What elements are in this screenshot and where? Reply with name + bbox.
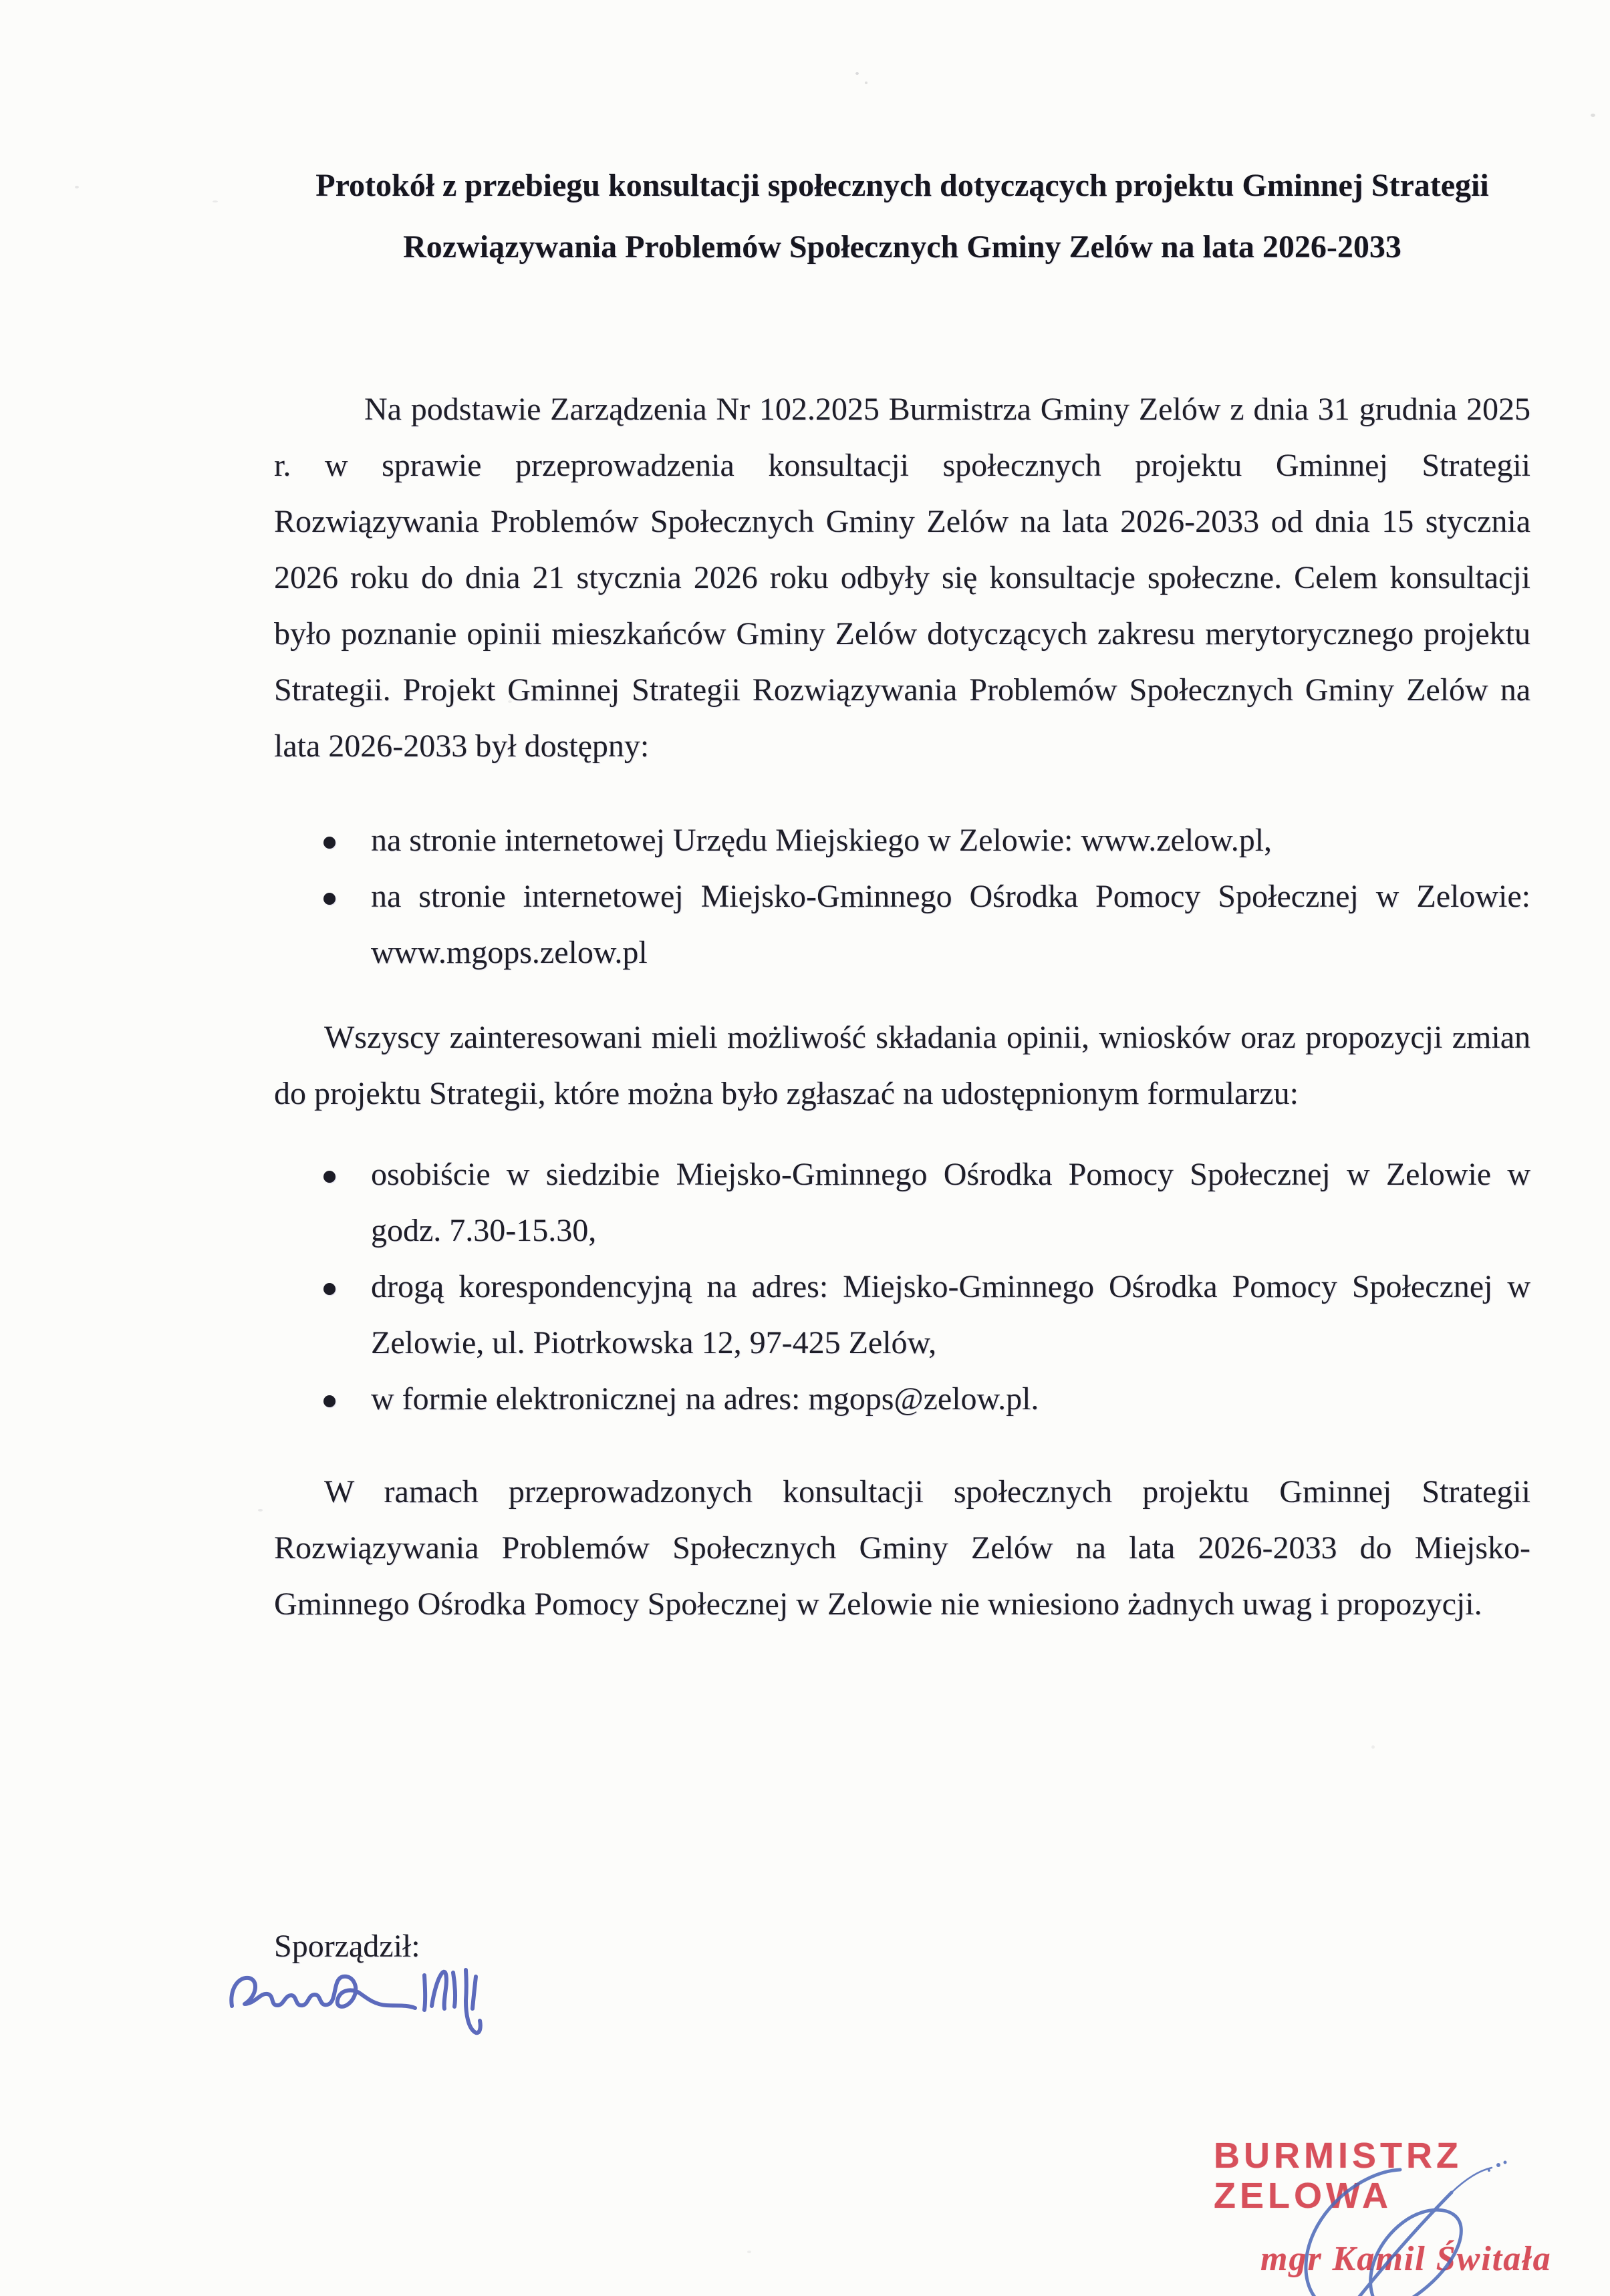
scan-artifact-speck [747, 2251, 751, 2253]
list-item-text: na stronie internetowej Miejsko-Gminnego Ośrodka Pomocy Społecznej w Zelowie: www.mgops.zelow.pl [371, 879, 1530, 970]
mayor-paraph-signature [1256, 2138, 1537, 2296]
list-item-text: na stronie internetowej Urzędu Miejskiego w Zelowie: www.zelow.pl, [371, 823, 1272, 858]
scan-artifact-speck [75, 186, 79, 188]
stamp-mayor-name: mgr Kamil Świtała [1260, 2240, 1552, 2278]
list-item [274, 1259, 1530, 1371]
list-item-text: drogą korespondencyjną na adres: Miejsko-Gminnego Ośrodka Pomocy Społecznej w Zelowie, ul. Piotrkowska 12, 97-425 Zelów, [371, 1269, 1530, 1360]
scan-artifact-speck [855, 72, 859, 75]
list-item-text: w formie elektronicznej na adres: mgops@zelow.pl. [371, 1381, 1039, 1417]
document-title [274, 155, 1530, 278]
scan-artifact-speck [508, 700, 512, 703]
list-item [274, 813, 1530, 869]
list-item [274, 1147, 1530, 1259]
scan-artifact-speck [1371, 1745, 1375, 1749]
bullet-icon [323, 1171, 336, 1183]
stamp-mayor-title: BURMISTRZ ZELOWA [1214, 2136, 1462, 2216]
paragraph-submission-intro: Wszyscy zainteresowani mieli możliwość składania opinii, wniosków oraz propozycji zmian do projektu Strategii, które można było zgłaszać na udostępnionym formularzu: [274, 1020, 1530, 1111]
list-item [274, 869, 1530, 981]
paragraph-legal-basis: Na podstawie Zarządzenia Nr 102.2025 Burmistrza Gminy Zelów z dnia 31 grudnia 2025 r. w sprawie przeprowadzenia konsultacji społecznych projektu Gminnej Strategii Rozwiązywania Problemów Społecznych Gminy Zelów na lata 2026-2033 od dnia 15 stycznia 2026 roku do dnia 21 stycznia 2026 roku odbyły się konsultacje społeczne. Celem konsultacji było poznanie opinii mieszkańców Gminy Zelów dotyczących zakresu merytorycznego projektu Strategii. Projekt Gminnej Strategii Rozwiązywania Problemów Społecznych Gminy Zelów na lata 2026-2033 był dostępny: [274, 392, 1530, 764]
scan-artifact-speck [258, 1509, 263, 1512]
list-item [274, 1371, 1530, 1427]
list-item-text: osobiście w siedzibie Miejsko-Gminnego Ośrodka Pomocy Społecznej w Zelowie w godz. 7.30-15.30, [371, 1157, 1530, 1248]
document-title-line-1: Protokół z przebiegu konsultacji społecznych dotyczących projektu Gminnej Strategii [315, 168, 1489, 203]
bullet-icon [323, 1283, 336, 1295]
list-submission-channels [274, 1147, 1530, 1427]
list-availability [274, 813, 1530, 981]
bullet-icon [323, 1395, 336, 1407]
scan-artifact-speck [865, 82, 867, 84]
scan-artifact-speck [213, 200, 218, 202]
document-title-line-2: Rozwiązywania Problemów Społecznych Gminy Zelów na lata 2026-2033 [403, 229, 1401, 265]
scan-artifact-speck [1591, 114, 1595, 117]
prepared-by-label: Sporządził: [274, 1928, 420, 1964]
bullet-icon [323, 893, 336, 905]
bullet-icon [323, 837, 336, 849]
handwritten-signature [221, 1958, 501, 2065]
paragraph-conclusion: W ramach przeprowadzonych konsultacji społecznych projektu Gminnej Strategii Rozwiązywania Problemów Społecznych Gminy Zelów na lata 2026-2033 do Miejsko-Gminnego Ośrodka Pomocy Społecznej w Zelowie nie wniesiono żadnych uwag i propozycji. [274, 1474, 1530, 1622]
